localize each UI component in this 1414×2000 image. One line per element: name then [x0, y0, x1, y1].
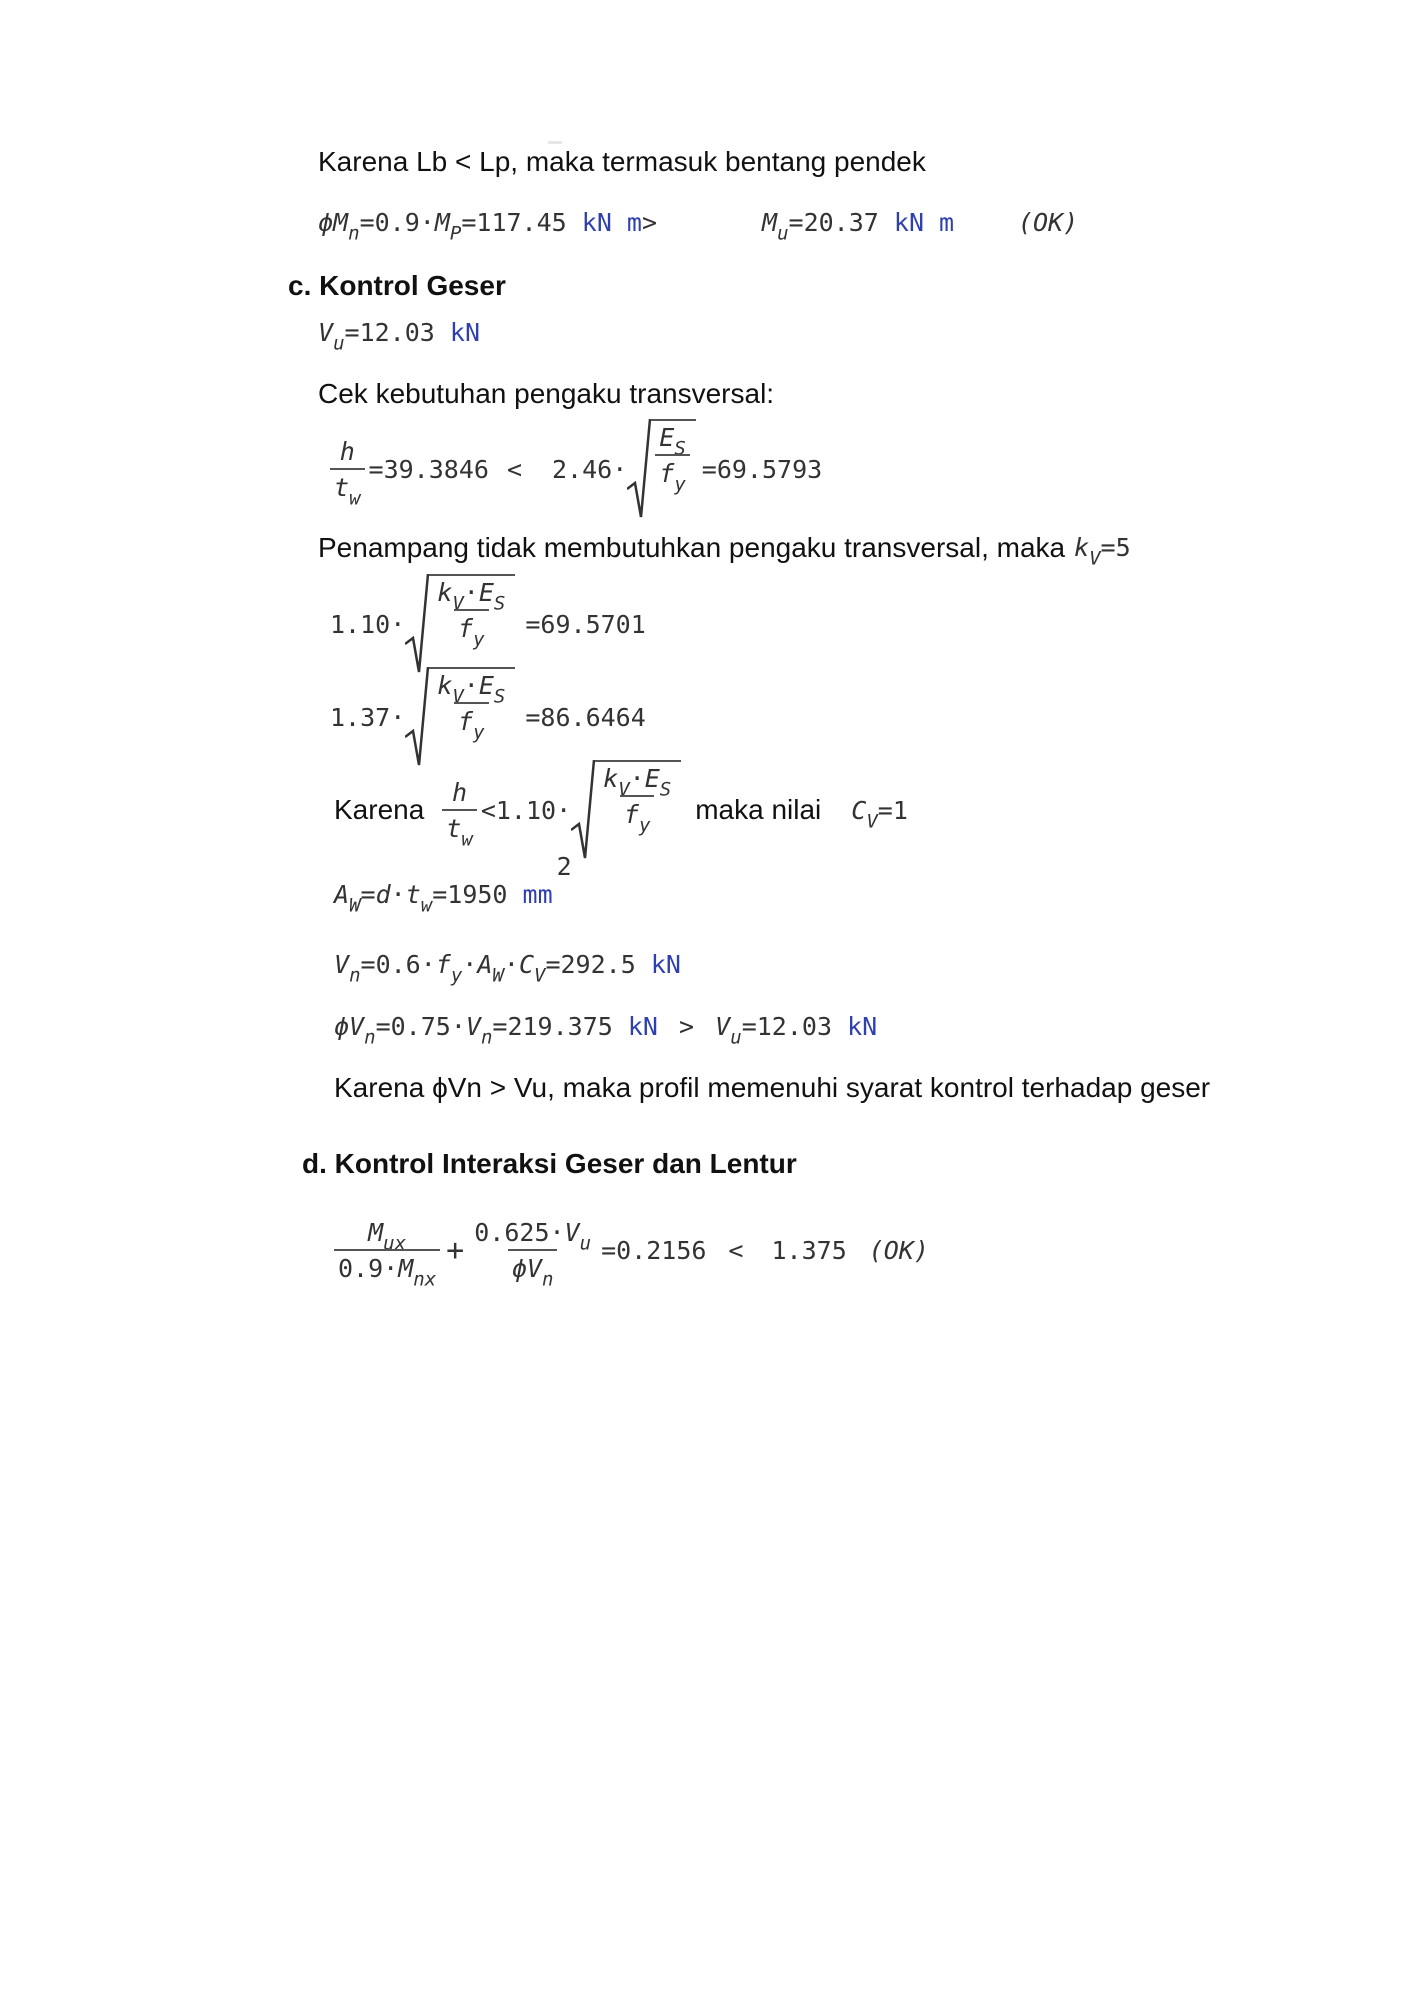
fy-symbol: f [659, 459, 675, 488]
coef-110: 1.10· [330, 609, 406, 639]
vn-coef: =0.6· [360, 950, 436, 979]
interaction-equation [334, 1208, 929, 1292]
kv-sub: V [452, 685, 464, 708]
mux-symbol: M [368, 1217, 384, 1247]
sqrt-kv-es-fy-110 [405, 574, 515, 674]
sub-u: u [777, 222, 789, 245]
es-sub: S [659, 778, 672, 801]
kv-equation [1074, 533, 1131, 570]
sqrt-kv-es-fy [571, 760, 681, 860]
mn-unit: kN m [581, 208, 642, 237]
phi-coef: =0.75· [375, 1012, 466, 1041]
cv-symbol: C [851, 795, 867, 825]
dot: · [463, 671, 479, 700]
equation-137 [330, 671, 646, 763]
ok-text: (OK) [1018, 208, 1079, 237]
aw-exponent: 2 [556, 852, 572, 881]
sqrt-kv-es-fy-137 [405, 667, 515, 767]
coef-246: 2.46· [552, 454, 628, 484]
section-c-heading: c. Kontrol Geser [288, 270, 506, 301]
mu-unit: kN m [893, 208, 955, 237]
h-symbol: h [339, 436, 355, 466]
gt-sign: > [679, 1012, 695, 1041]
kv-value: =5 [1100, 533, 1131, 562]
aw-equation [334, 852, 572, 917]
aw-unit: mm [522, 880, 553, 909]
interaction-result: =0.2156 [601, 1235, 707, 1265]
cv-symbol: C [518, 950, 534, 979]
es-symbol: E [478, 671, 494, 700]
lt-sign: < [728, 1235, 744, 1265]
mu-symbol: M [762, 208, 778, 237]
es-symbol: E [659, 423, 675, 452]
phi-mn-symbol: ϕM [318, 208, 349, 237]
fy-sub: y [473, 628, 485, 651]
aw-sub: W [349, 894, 361, 917]
mnx-symbol: M [398, 1253, 414, 1283]
lt-coef-110: <1.10· [480, 795, 572, 825]
vn-sub: n [480, 1026, 493, 1049]
es-symbol: E [644, 764, 660, 793]
fy-sub: y [638, 814, 651, 837]
fy-symbol: f [458, 707, 474, 736]
radical-sign [571, 760, 595, 860]
den-coef: 0.9· [338, 1253, 399, 1283]
web-slenderness-equation [330, 422, 822, 516]
plus-sign: + [446, 1232, 465, 1268]
fy-sub: y [473, 721, 485, 744]
sub-n: n [348, 222, 360, 245]
vu-symbol: V [715, 1012, 731, 1041]
short-span-note: Karena Lb < Lp, maka termasuk bentang pendek [318, 146, 926, 177]
moment-capacity-equation [318, 208, 658, 245]
h-over-tw-fraction [442, 777, 477, 851]
dot: · [390, 880, 406, 909]
kv-symbol: k [1074, 533, 1090, 562]
vu-sub: u [579, 1232, 592, 1255]
vn-unit: kN [650, 950, 681, 979]
aw-sub: W [492, 964, 504, 987]
interaction-limit: 1.375 [771, 1235, 847, 1265]
phi-vn-unit: kN [627, 1012, 658, 1041]
fy-symbol: f [623, 800, 639, 829]
fy-symbol: f [435, 950, 451, 979]
vn-symbol: V [334, 950, 350, 979]
tw-symbol: t [446, 813, 462, 843]
limit-value: =69.5793 [701, 454, 823, 484]
mu-equation [762, 208, 955, 245]
kv-sub: V [452, 592, 464, 615]
cv-sub: V [534, 964, 546, 987]
kv-symbol: k [437, 671, 453, 700]
aw-value: =1950 [432, 880, 508, 909]
radical-sign [405, 574, 429, 674]
dot: · [462, 950, 478, 979]
phivn-sub: n [541, 1268, 554, 1291]
vu-value: =12.03 [344, 318, 435, 347]
mux-sub: ux [383, 1232, 407, 1255]
vu-symbol: V [564, 1217, 580, 1247]
mp-symbol: M [434, 208, 450, 237]
d-symbol: d [375, 880, 391, 909]
kv-sub: V [618, 778, 630, 801]
mu-value: =20.37 [788, 208, 879, 237]
result-110: =69.5701 [525, 609, 646, 639]
cv-value: =1 [877, 795, 908, 825]
mn-value: =117.45 [461, 208, 567, 237]
faint-mark [548, 141, 562, 144]
tw-sub: w [420, 894, 433, 917]
cv-equation [851, 795, 908, 833]
es-over-fy [655, 423, 690, 496]
vu-sub: u [730, 1026, 742, 1049]
vn-equation [334, 950, 681, 987]
lt-sign: < [506, 454, 522, 484]
vn-value: =292.5 [545, 950, 636, 979]
radical-sign [405, 667, 429, 767]
kv-es-over-fy [433, 578, 509, 651]
fy-symbol: f [458, 614, 474, 643]
phi-vn-equation [334, 1012, 878, 1049]
es-symbol: E [478, 578, 494, 607]
ok-label-moment [1018, 208, 1078, 237]
mnx-sub: nx [413, 1268, 437, 1291]
vu-unit: kN [847, 1012, 878, 1041]
h-symbol: h [452, 777, 468, 807]
tw-symbol: t [334, 472, 350, 502]
aw-symbol: A [477, 950, 493, 979]
coef-137: 1.37· [330, 702, 406, 732]
tw-sub: w [349, 487, 361, 510]
equation-110 [330, 578, 646, 670]
tw-symbol: t [405, 880, 421, 909]
vu-symbol: V [318, 318, 334, 347]
shear-conclusion: Karena ϕVn > Vu, maka profil memenuhi syarat kontrol terhadap geser [334, 1072, 1211, 1103]
dot: · [503, 950, 519, 979]
sub-p: P [449, 222, 462, 245]
kv-sub: V [1089, 547, 1101, 570]
karena-label: Karena [334, 794, 425, 825]
vu-unit: kN [449, 318, 480, 347]
num-coef: 0.625· [474, 1217, 565, 1247]
es-sub: S [674, 437, 686, 460]
vu-value: =12.03 [741, 1012, 832, 1041]
gt-sign: > [641, 208, 658, 237]
kv-symbol: k [437, 578, 453, 607]
h-over-tw-fraction [330, 436, 365, 510]
ok-label: (OK) [868, 1235, 929, 1265]
stiffener-check-text: Cek kebutuhan pengaku transversal: [318, 378, 775, 409]
eq-sign: = [360, 880, 376, 909]
vu-sub: u [333, 332, 345, 355]
vn-sub: n [349, 964, 361, 987]
cv-condition [334, 764, 908, 856]
kv-symbol: k [603, 764, 619, 793]
kv-note: Penampang tidak membutuhkan pengaku transversal, maka [318, 532, 1066, 563]
vu-over-phivn [470, 1217, 595, 1291]
vn-symbol: V [465, 1012, 481, 1041]
kv-es-over-fy [433, 671, 509, 744]
htw-value: =39.3846 [368, 454, 489, 484]
phivn-symbol: ϕV [511, 1253, 542, 1283]
kv-es-over-fy [599, 764, 675, 837]
result-137: =86.6464 [525, 702, 646, 732]
sqrt-es-fy [627, 419, 696, 519]
es-sub: S [493, 592, 506, 615]
mux-over-mnx [334, 1217, 440, 1291]
vu-equation [318, 318, 480, 355]
cv-sub: V [866, 810, 878, 833]
aw-symbol: A [334, 880, 350, 909]
phi-vn-symbol: ϕV [334, 1012, 365, 1041]
section-d-heading: d. Kontrol Interaksi Geser dan Lentur [302, 1148, 797, 1179]
eq-part-1: =0.9· [359, 208, 435, 237]
es-sub: S [493, 685, 506, 708]
maka-nilai-label: maka nilai [695, 794, 822, 825]
dot: · [463, 578, 479, 607]
dot: · [629, 764, 645, 793]
fy-sub: y [674, 473, 686, 496]
fy-sub: y [450, 964, 463, 987]
radical-sign [627, 419, 651, 519]
phi-vn-value: =219.375 [492, 1012, 613, 1041]
phi-vn-sub: n [364, 1026, 376, 1049]
tw-sub: w [461, 828, 473, 851]
